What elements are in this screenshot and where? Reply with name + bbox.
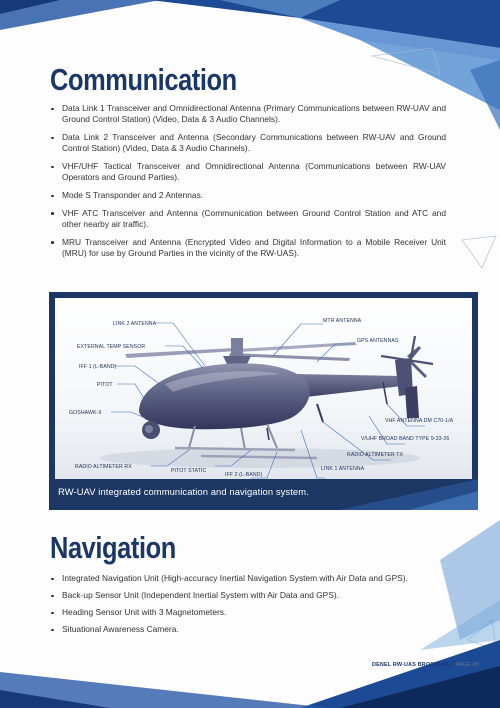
list-item: Mode S Transponder and 2 Antennas. <box>50 190 446 201</box>
figure-image-area <box>55 298 472 479</box>
communication-title: Communication <box>50 62 237 97</box>
helicopter-diagram <box>55 298 472 479</box>
list-item: VHF/UHF Tactical Transceiver and Omnidirectional Antenna (Communications between RW-UAV Operators and Ground Parties). <box>50 161 446 184</box>
list-item: Situational Awareness Camera. <box>50 624 446 635</box>
list-item: Back-up Sensor Unit (Independent Inertial System with Air Data and GPS). <box>50 590 446 601</box>
callout-external-temp-sensor: EXTERNAL TEMP SENSOR <box>77 344 146 350</box>
footer-separator: | <box>452 662 454 668</box>
list-item: MRU Transceiver and Antenna (Encrypted Video and Digital Information to a Mobile Receiver Unit (MRU) for use by Ground Parties in the vicinity of the RW-UAS). <box>50 237 446 260</box>
callout-pitot: PITOT <box>97 382 113 388</box>
list-item: Data Link 2 Transceiver and Antenna (Secondary Communications between RW-UAV and Ground Control Station) (Video, Data & 3 Audio Channels). <box>50 132 446 155</box>
callout-radio-altimeter-tx: RADIO ALTIMETER TX <box>347 452 404 458</box>
navigation-title: Navigation <box>50 530 176 565</box>
helicopter-figure <box>49 292 478 510</box>
communication-list <box>50 103 446 266</box>
figure-caption: RW-UAV integrated communication and navigation system. <box>58 486 309 497</box>
callout-link1-antenna: LINK 1 ANTENNA <box>321 466 365 472</box>
footer-page-number: PAGE 05 <box>455 662 479 668</box>
callout-goshawk: GOSHAWK-II <box>69 410 102 416</box>
footer-brochure-title: DENEL RW-UAS BROCHURE <box>372 662 451 668</box>
page-footer <box>372 662 479 668</box>
callout-iff2: IFF 2 (L-BAND) <box>225 472 263 478</box>
navigation-list <box>50 573 446 641</box>
callout-vhf-antenna: VHF ANTENNA DM C70-1/A <box>385 418 454 424</box>
callout-link2-antenna: LINK 2 ANTENNA <box>113 321 157 327</box>
callout-iff1: IFF 1 (L-BAND) <box>79 364 117 370</box>
callout-pitot-static: PITOT STATIC <box>171 468 207 474</box>
list-item: Data Link 1 Transceiver and Omnidirectional Antenna (Primary Communications between RW-UAV and Ground Control Station) (Video, Data & 3 Audio Channels). <box>50 103 446 126</box>
callout-gps-antennas: GPS ANTENNAS <box>357 338 399 344</box>
list-item: Integrated Navigation Unit (High-accuracy Inertial Navigation System with Air Data and GPS). <box>50 573 446 584</box>
callout-mtr-antenna: MTR ANTENNA <box>323 318 362 324</box>
list-item: VHF ATC Transceiver and Antenna (Communication between Ground Control Station and ATC and other nearby air traffic). <box>50 208 446 231</box>
callout-vuhf-broadband: V/UHF BROAD BAND TYPE 9-33-26 <box>361 436 450 442</box>
list-item: Heading Sensor Unit with 3 Magnetometers. <box>50 607 446 618</box>
callout-radio-altimeter-rx: RADIO ALTIMETER RX <box>75 464 132 470</box>
